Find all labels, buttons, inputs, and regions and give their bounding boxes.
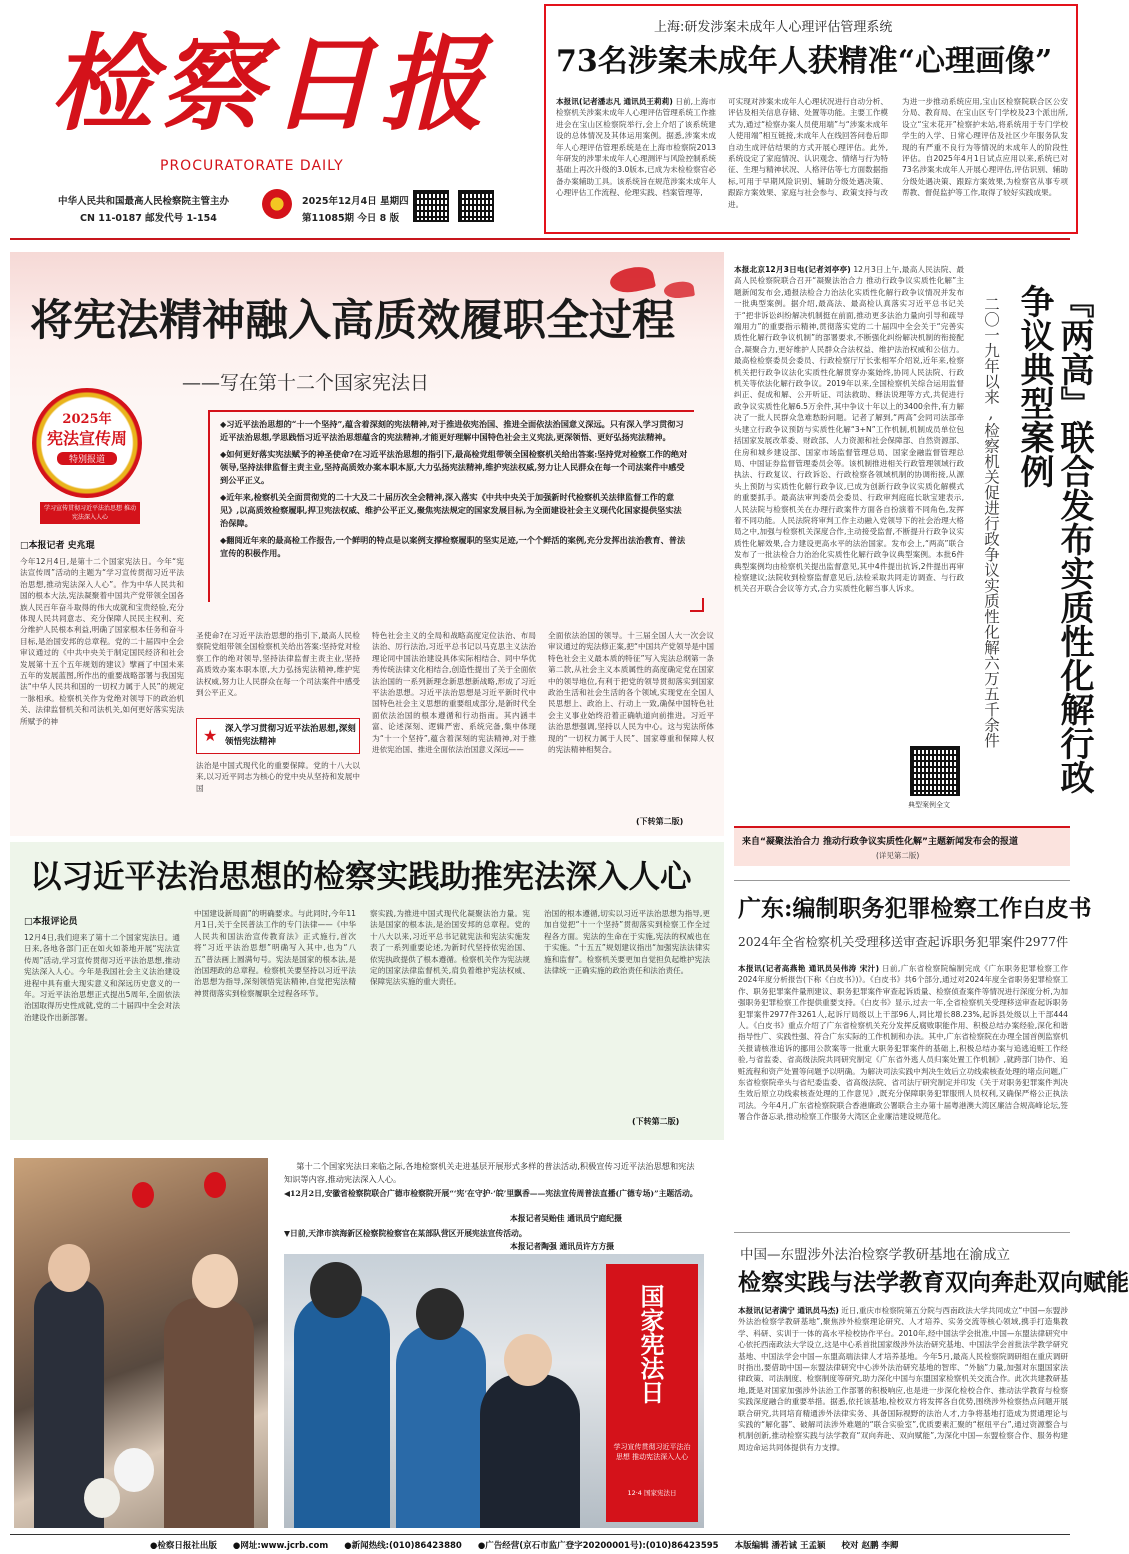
photo-credit-tianjin: 本报记者陶强 通讯员许方方摄 (510, 1242, 615, 1251)
intro-paragraph: ◆近年来,检察机关全面贯彻党的二十大及二十届历次全会精神,深入落实《中共中央关于加强新时代检察机关法律监督工作的意见》,以高质效检察履职,捍卫宪法权威、维护公平正义,聚焦宪法规定的国家发展目标,为全面建设社会主义现代化国家提供坚实法治保障。 (220, 492, 682, 528)
side-story-text: 12月3日上午,最高人民法院、最高人民检察院联合召开“凝聚法治合力 推动行政争议实质性化解”主题新闻发布会,通报法检合力治法化实质性化解行政争议情况并发布一批典型案例。据介绍,最高法、最高检认真落实习近平总书记关于“把非诉讼纠纷解决机制挺在前面,推动更多法治力量向引导和疏导端用力”的重要指示精神,贯彻落实党的二十届四中全会关于“完善实质性化解行政争议机制”的部署要求,不断强化纠纷解决机制的衔接配合,凝聚合力,更好维护人民群众合法权益、维护法治权威和公信力。最高检检察委员会委员、行政检察厅厅长张相军介绍说,近年来,检察机关把行政争议法化实质性化解贯穿办案始终,协同人民法院、行政机关等依法化解行政争议。2019年以来,全国检察机关综合运用监督纠正、促成和解、公开听证、司法救助、释法说理等方式,共促进行政争议实质性化解6.5万余件,其中争议十年以上的3400余件,有力解决了一批人民群众急难愁盼问题。记者了解到,“两高”会同司法部牵头建立行政争议预防与实质性化解“3+N”工作机制,机制成员单位包括国家发展改革委、财政部、人力资源和社会保障部、自然资源部、住房和城乡建设部、国家市场监督管理总局、国家金融监督管理总局、中国证券监督管理委员会等。该机制推进相关行政管理领域行政执法、行政复议、行政诉讼、行政检察各领域机制的协调衔接,从源头上预防与实质性化解行政争议,已成为创新行政争议实质化解模式的重要抓手。最高法审判委员会委员、行政审判庭庭长耿宝建表示,人民法院与检察机关在办理行政案件方面各自扮演着不同角色,发挥着不同功能。人民法院将审判工作主动融入党领导下的社会治理大格局之中,加强与检察机关深度合作,主动接受监督,不断提升行政争议实质性化解效果,合力建设更高水平的法治国家。发布会上,“两高”联合发布了一批法检合力治治化实质性化解行政争议典型案例。本批6件典型案例均由检察机关提出监督意见,其中4件提出抗诉,2件提出再审检察建议;法院收到检察监督意见后,法检采取共同走访调查、与行政机关召开联合会议等方式,合力实质性化解当事人诉求。 (734, 265, 964, 594)
intro-paragraph: ◆习近平法治思想的“十一个坚持”,蕴含着深刻的宪法精神,对于推进依宪治国、推进全面依法治国意义深远。只有深入学习贯彻习近平法治思想,学思践悟习近平法治思想蕴含的宪法精神,才能更好理解中国特色社会主义宪法,更深领悟、更好弘扬宪法精神。 (220, 419, 684, 442)
lead-byline: □本报记者 史兆琨 (20, 541, 95, 551)
lead-col2: 圣使命?在习近平法治思想的指引下,最高人民检察院党组带领全国检察机关给出答案:坚持党对检察工作的绝对领导,坚持法律监督主责主业,坚持高质效办案本职本原,大力弘扬宪法精神,维护宪法权威,努力让人民群众在每一个司法案件中感受到公平正义。 (196, 631, 360, 698)
photo-caption-tianjin: ▼日前,天津市滨海新区检察院检察官在某部队营区开展宪法宣传活动。 (284, 1229, 527, 1238)
footer-editors: 本版编辑 潘若诚 王孟颖 (734, 1541, 826, 1551)
lead-continued: (下转第二版) (636, 817, 684, 826)
side-story-vertical-headline: 『两高』联合发布实质性化解行政争议典型案例 (1014, 284, 1094, 794)
top-story-text-1: 日前,上海市检察机关涉案未成年人心理评估管理系统工作推进会在宝山区检察院举行,会上介绍了该系统建设的总体情况及其体运用案例。据悉,涉案未成年人心理评估管理系统是在上海市检察院2013年研发的涉罪未成年人心理测评与风险控制系统基础上再次升级的3.0版本,已成为未检检察官必备办案辅助工具。该系统旨在规范涉案未成年人心理评估工作流程、伦理实践、档案管理等, (556, 97, 716, 198)
lead-intro (220, 418, 688, 560)
commentary (10, 842, 724, 1140)
commentary-headline: 以习近平法治思想的检察实践助推宪法深入人心 (30, 858, 692, 895)
lead-callout-text: 深入学习贯彻习近平法治思想,深刻领悟宪法精神 (225, 724, 356, 747)
caption-text: ◀12月2日,安徽省检察院联合广德市检察院开展“‘宪’在守护·‘皖’里飘香——宪法宣传周普法直播(广德专场)”主题活动。 (284, 1189, 698, 1198)
badge-year: 2025年 (62, 412, 112, 427)
poster-date: 12·4 国家宪法日 (627, 1489, 677, 1497)
intro-corner-decoration (690, 598, 704, 612)
side-story-banner (734, 826, 1070, 866)
commentary-continued: (下转第二版) (632, 1117, 680, 1126)
photo-figure (480, 1374, 580, 1528)
photo-figure (504, 1334, 552, 1386)
masthead-logo: 检察日报 (50, 22, 491, 145)
masthead-english-name: PROCURATORATE DAILY (160, 158, 344, 174)
top-story (544, 4, 1078, 234)
lead-col2b: 法治是中国式现代化的重要保障。党的十八大以来,以习近平同志为核心的党中央从坚持和发展中国 (196, 761, 360, 793)
photo-intro: 第十二个国家宪法日来临之际,各地检察机关走进基层开展形式多样的普法活动,积极宣传习近平法治思想和宪法知识等内容,推动宪法深入人心。 (284, 1161, 695, 1184)
lead-callout (196, 718, 360, 754)
photo-figure (416, 1288, 464, 1340)
footer-news-hotline: ●新闻热线:(010)86423880 (344, 1541, 462, 1551)
chongqing-byline: 本报讯(记者满宁 通讯员马杰) (738, 1306, 839, 1315)
photo-figure (310, 1262, 362, 1318)
intro-paragraph: ◆翻阅近年来的最高检工作报告,一个鲜明的特点是以案例支撑检察履职的坚实足迹,一个个鲜活的案例,充分发挥出法治教育、普法宣传的积极作用。 (220, 535, 686, 558)
teddy-bear-icon (114, 1448, 154, 1492)
badge-subtitle: 特别报道 (57, 452, 117, 465)
top-story-kicker: 上海:研发涉案未成年人心理评估管理系统 (654, 20, 893, 35)
lead-story (10, 252, 724, 836)
top-story-col1 (556, 96, 716, 230)
teddy-bear-icon (84, 1478, 120, 1518)
photo-credit-anhui: 本报记者吴贻佳 通讯员宁庭纪摄 (510, 1214, 622, 1223)
photo-caption-anhui (284, 1188, 702, 1200)
guangdong-story (734, 880, 1092, 1224)
chongqing-story (734, 1232, 1129, 1528)
top-story-byline: 本报讯(记者潘志凡 通讯员王莉莉) (556, 97, 673, 106)
poster-title: 国家宪法日 (636, 1284, 665, 1404)
lantern-icon (132, 1182, 154, 1208)
commentary-col4: 治国的根本遵循,切实以习近平法治思想为指导,更加自觉把“十一个坚持”贯彻落实到检察工作全过程各方面。宪法的生命在于实施,宪法的权威也在于实施。“十五五”规划建议指出“加强宪法法律实施和监督”。检察机关要更加自觉担负起维护宪法法律统一正确实施的政治责任和法治责任。 (544, 909, 710, 976)
footer-website-link[interactable]: ●网址:www.jcrb.com (232, 1541, 329, 1551)
chongqing-kicker: 中国—东盟涉外法治检察学教研基地在渝成立 (740, 1247, 1010, 1263)
side-story (734, 252, 1094, 820)
photo-figure (396, 1324, 486, 1528)
masthead-issue: 第11085期 今日 8 版 (302, 213, 400, 224)
masthead-sponsor: 中华人民共和国最高人民检察院主管主办 (58, 196, 230, 207)
guangdong-byline: 本报讯(记者高燕艳 通讯员吴伟涛 宋汁) (738, 964, 880, 973)
lead-col1: 今年12月4日,是第十二个国家宪法日。今年“宪法宣传周”活动的主题为“学习宣传贯彻习近平法治思想,推动宪法深入人心”。作为中华人民共和国的根本大法,宪法凝聚着中国共产党带领全国各族人民百年奋斗取得的伟大成就和宝贵经验,充分体现人民共同意志、充分保障人民民主权利、充分维护人民根本利益,明确了国家根本任务和奋斗目标,是治国安邦的总章程。党的二十届四中全会审议通过的《中共中央关于制定国民经济和社会发展第十五个五年规划的建议》擘画了中国未来五年的发展蓝图,所作出的重要战略部署与我国宪法“中华人民共和国的一切权力属于人民”的规定一脉相承。检察机关作为党绝对领导下的政治机关、法律监督机关和司法机关,如何更好落实宪法所赋予的神 (20, 557, 184, 726)
lead-col3: 特色社会主义的全局和战略高度定位法治、布局法治、厉行法治,习近平总书记以马克思主义法治理论同中国法治建设具体实际相结合、同中华优秀传统法律文化相结合,创造性提出了关于全面依法治国的一系列新理念新思想新战略,形成了习近平法治思想。习近平法治思想是习近平新时代中国特色社会主义思想的重要组成部分,是新时代全面依法治国的根本遵循和行动指南。其内涵丰富、论述深刻、逻辑严密、系统完备,集中体现为“十一个坚持”,蕴含着深刻的宪法精神,对于推进依宪治国、推进全面依法治国意义深远—— (372, 631, 536, 755)
poster-slogan: 学习宣传贯彻习近平法治思想 推动宪法深入人心 (613, 1443, 691, 1461)
guangdong-body (738, 963, 1068, 1219)
lantern-icon (204, 1172, 226, 1198)
guangdong-headline: 广东:编制职务犯罪检察工作白皮书 (738, 895, 1092, 922)
lead-intro-box (208, 410, 694, 602)
chongqing-text: 近日,重庆市检察院第五分院与西南政法大学共同成立“中国—东盟涉外法治检察学教研基地”,聚焦涉外检察理论研究、人才培养、实务交流等核心领域,携手打造集教学、科研、实训于一体的高水平检校协作平台。2010年,经中国法学会批准,中国—东盟法律研究中心依托西南政法大学设立,这是中心系首批国家级涉外法治研究基地、中国法学会首批法学教学研究基地、中国法学会中国—东盟高端法律人才培养基地。今年5月,最高人民检察院调研组在重庆调研时指出,要借助中国—东盟法律研究中心涉外法治研究基地的智库、“外脑”力量,加强对东盟国家法律政策、司法制度、检察制度等研究,助力深化中国与东盟国家检察机关交流合作。此次共建教研基地,既是对国家加强涉外法治工作部署的积极响应,也是进一步深化检校合作、推动法学教育与检察实践深度融合的重要举措。据悉,依托该基地,检校双方将发挥各自优势,围绕涉外检察热点问题开展联合研究,共同培育精通涉外法律实务、具备国际视野的法治人才,力争将基地打造成为贯通理论与实践的“解化器”、破解司法涉外难题的“联合实验室”,优质要素汇聚的“枢纽平台”,通过资源整合与机制创新,推动检察实践与法学教育“双向奔赴、双向赋能”,为深化中国—东盟检察合作、服务构建周边命运共同体提供有力支撑。 (738, 1306, 1068, 1452)
commentary-col2: 中国建设新局面”的明确要求。与此同时,今年11月1日,关于全民普法工作的专门法律——《中华人民共和国法治宣传教育法》正式施行,首次将“习近平法治思想”明确写入其中,也为“八五”普法画上圆满句号。宪法是国家的根本法,是治国理政的总章程。检察机关要坚持以习近平法治思想为指导,深刻领悟宪法精神,自觉把宪法精神贯彻落实到检察履职全过程各环节。 (194, 909, 356, 998)
lead-headline: 将宪法精神融入高质效履职全过程 (30, 296, 675, 346)
side-banner-text: 来自“凝聚法治合力 推动行政争议实质性化解”主题新闻发布会的报道 (742, 837, 1018, 847)
qr-code-icon (458, 190, 494, 222)
photo-figure (192, 1254, 238, 1308)
guangdong-subhead: 2024年全省检察机关受理移送审查起诉职务犯罪案件2977件 (738, 935, 1069, 949)
side-story-body (734, 264, 964, 764)
photo-figure (294, 1294, 390, 1528)
top-story-headline: 73名涉案未成年人获精准“心理画像” (556, 44, 1053, 79)
commentary-col3: 察实践,为推进中国式现代化凝聚法治力量。宪法是国家的根本法,是治国安邦的总章程。党的十八大以来,习近平总书记就宪法和宪法实施发表了一系列重要论述,为新时代坚持依宪治国、依宪执政提供了根本遵循。检察机关作为宪法规定的国家法律监督机关,肩负着维护宪法权威、保障宪法实施的重大责任。 (370, 909, 530, 987)
star-icon: ★ (203, 726, 218, 745)
guangdong-text: 日前,广东省检察院编制完成《广东职务犯罪检察工作2024年度分析报告(下称《白皮书》)》。《白皮书》共6个部分,通过对2024年度全省职务犯罪检察工作、职务犯罪案件量刑建议、职务犯罪案件审查起诉质量、检察侦查案件等情况进行深度分析,为加强职务犯罪检察工作提供重要支持。《白皮书》显示,过去一年,全省检察机关受理移送审查起诉职务犯罪案件2977件3261人,起诉厅局级以上干部96人,同比增长88.23%,起诉县处级以上干部444人。《白皮书》重点介绍了广东省检察机关充分发挥反腐败职能作用、积极总结办案经验,深化和谐指导性广、实践性强、符合广东实际的工作机制和办法。其中,广东省检察院在办理全国首例监察机关报请核准追诉的挪用公款案等一批重大职务犯罪案件的基础上,积极总结办案与追逃追赃工作经验,与省监委、省高级法院共同研究制定《广东省外逃人员归案处置工作机制》,就跨部门协作、追赃流程和资产处置等问题予以明确。为解决司法实践中判决生效后立功线索核查处理的堵点问题,广东省检察院牵头与省纪委监委、省高级法院、省司法厅研究制定并印发《关于对职务犯罪案件判决生效后原立功线索核查处理的工作意见》,既充分保障职务犯罪服刑人员权利,又确保严格公正执法司法。今年4月,广东省检察院联合香港廉政公署联合主办第十届粤港澳大湾区廉洁合规高峰论坛,签署合作备忘录,推动检察工作服务大湾区企业廉洁建设规范化。 (738, 964, 1068, 1122)
footer-divider (10, 1534, 1070, 1535)
footer-publisher: ●检察日报社出版 (150, 1541, 217, 1551)
photo-anhui-livestream (14, 1158, 268, 1528)
chongqing-headline: 检察实践与法学教育双向奔赴双向赋能 (738, 1269, 1129, 1296)
qr-code-icon (413, 190, 449, 222)
national-emblem-icon (262, 189, 292, 219)
photo-tianjin-army (284, 1254, 704, 1528)
side-story-byline: 本报北京12月3日电(记者刘亭亭) (734, 265, 851, 274)
commentary-byline: □本报评论员 (24, 917, 78, 927)
qr-code-icon (910, 746, 960, 796)
badge-title: 宪法宣传周 (46, 429, 127, 448)
lead-col4: 全面依法治国的领导。十三届全国人大一次会议审议通过的宪法修正案,把“中国共产党领导是中国特色社会主义最本质的特征”写入宪法总纲第一条第二款,从社会主义本质属性的高度确定党在国家中的领导地位,有利于把党的领导贯彻落实到国家政治生活和社会生活的各个领域,实现党在全国人民思想上、政治上、行动上一致,确保中国特色社会主义事业始终沿着正确轨道向前推进。习近平法治思想强调,坚持以人民为中心。这与宪法所体现的“一切权力属于人民”、国家尊重和保障人权的宪法精神相契合。 (548, 631, 714, 755)
photo-figure (164, 1298, 254, 1528)
masthead-cn-number: CN 11-0187 邮发代号 1-154 (80, 213, 217, 224)
masthead-divider (10, 238, 1070, 240)
side-banner-sub: (详见第二版) (876, 851, 920, 860)
top-story-col2: 可实现对涉案未成年人心理状况进行自动分析、评估及相关信息存储、处置等功能。主要工作模式为,通过“检察办案人员使用端”与“涉案未成年人使用端”相互链接,未成年人在线回答问卷后即自动生成评估结果的方式开展心理评估。此外,系统设定了家庭情况、认识观念、情绪与行为特征、生理与精神状况、人格评估等七方面数据指标,可用于早期风险识别、辅助分级处遇决策、跟踪方案效果、家庭与社会参与、政策支持与改进。 (728, 97, 888, 209)
photo-figure (48, 1244, 90, 1292)
masthead-date: 2025年12月4日 星期四 (302, 196, 409, 207)
lead-subhead: ——写在第十二个国家宪法日 (182, 372, 430, 394)
chongqing-body (738, 1305, 1068, 1525)
footer (150, 1539, 1070, 1553)
intro-paragraph: ◆如何更好落实宪法赋予的神圣使命?在习近平法治思想的指引下,最高检党组带领全国检察机关给出答案:坚持党对检察工作的绝对领导,坚持法律监督主责主业,坚持高质效办案本职本原,大力弘扬宪法精神,维护宪法权威,努力让人民群众在每一个司法案件中感受到公平正义。 (220, 449, 688, 485)
constitution-poster (606, 1264, 698, 1522)
footer-advertising: ●广告经营(京石市监广登字20200001号):(010)86423595 (477, 1541, 719, 1551)
qr-caption: 典型案例全文 (908, 801, 950, 809)
commentary-col1: 12月4日,我们迎来了第十二个国家宪法日。通日来,各地各部门正在如火如荼地开展“宪法宣传周”活动,学习宣传贯彻习近平法治思想,推动宪法深入人心。今年是我国社会主义法治建设进程中具有重大现实意义和深远历史意义的一年。习近平法治思想正式提出5周年,全面依法治国取得历史性成就,党的二十届四中全会对法治建设作出新部署。 (24, 933, 180, 1022)
publicity-week-badge (32, 388, 142, 498)
side-story-vertical-subhead: 二〇一九年以来,检察机关促进行政争议实质性化解六万五千余件 (982, 296, 1000, 748)
footer-proofreaders: 校对 赵鹏 李卿 (841, 1541, 899, 1551)
masthead (10, 0, 540, 232)
badge-slogan: 学习宣传贯彻习近平法治思想 推动宪法深入人心 (40, 502, 140, 524)
top-story-col3: 为进一步推动系统应用,宝山区检察院联合区公安分局、教育局、在宝山区专门学校及23个派出所,设立“宝未花开”检察护未站,将系统用于专门学校学生的入学、日常心理评估及社区少年服务队发现的有严重不良行为等情况的未成年人的阶段性评估。自2025年4月1日试点应用以来,系统已对73名涉案未成年人开展心理评估,评估识别、辅助分级处遇决策、跟踪方案效果,为检察官从事专项帮教、督促监护等工作,取得了较好实践成果。 (902, 97, 1068, 198)
